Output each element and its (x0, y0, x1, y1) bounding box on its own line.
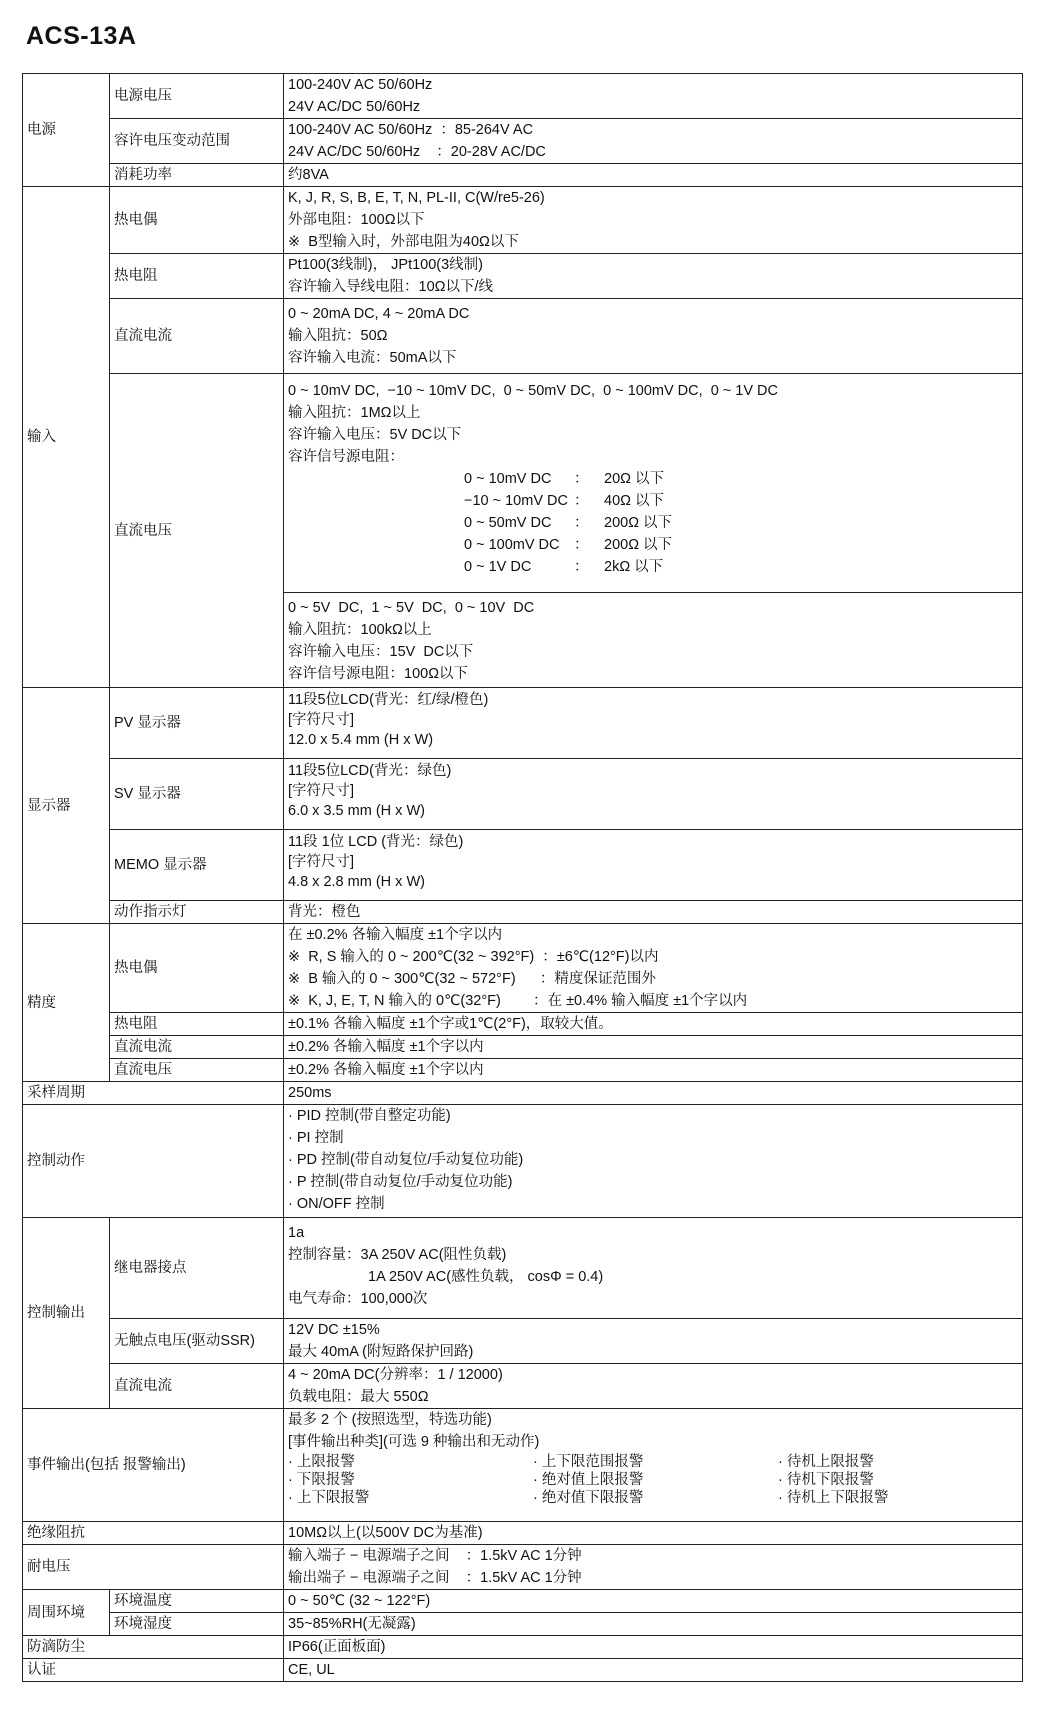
item-value: ±0.2% 各输入幅度 ±1个字以内 (284, 1036, 1023, 1059)
category-control-output: 控制输出 (23, 1218, 110, 1409)
table-row (23, 1364, 1023, 1409)
table-row (23, 759, 1023, 830)
item-value: 输入端子 − 电源端子之间 ：1.5kV AC 1分钟 输出端子 − 电源端子之间 ：1.5kV AC 1分钟 (284, 1545, 1023, 1590)
list-item: · 待机上限报警 (778, 1454, 874, 1470)
table-row (23, 1636, 1023, 1659)
item-value: Pt100(3线制)， JPt100(3线制) 容许输入导线电阻：10Ω以下/线 (284, 254, 1023, 299)
item-value: 在 ±0.2% 各输入幅度 ±1个字以内 ※ R, S 输入的 0 ~ 200℃(32 ~ 392°F) ：±6℃(12°F)以内 ※ B 输入的 0 ~ 300℃(32 ~ 572°F) ：精度保证范围外 ※ K, J, E, T, N 输入的 0℃(32°F) ：在 ±0.4% 输入幅度 ±1个字以内 (284, 924, 1023, 1013)
item-label: 热电偶 (110, 187, 284, 254)
item-value: · PID 控制(带自整定功能) · PI 控制 · PD 控制(带自动复位/手动复位功能) · P 控制(带自动复位/手动复位功能) · ON/OFF 控制 (284, 1105, 1023, 1218)
list-item: · 下限报警 (288, 1472, 355, 1488)
item-value: 最多 2 个 (按照选型，特选功能) [事件输出种类](可选 9 种输出和无动作) · 上限报警 · 上下限范围报警 · 待机上限报警 · 下限报警 · 绝对值上限报警 · 待机下限报警 · 上下限报警 · 绝对值下限报警 · 待机上下限报警 (284, 1409, 1023, 1522)
table-row (23, 1218, 1023, 1319)
table-row (23, 74, 1023, 119)
item-value: 250ms (284, 1082, 1023, 1105)
table-row (23, 1409, 1023, 1522)
table-row (23, 1659, 1023, 1682)
item-label: 直流电压 (110, 374, 284, 688)
list-item: · 待机下限报警 (778, 1472, 874, 1488)
item-value: 100-240V AC 50/60Hz 24V AC/DC 50/60Hz (284, 74, 1023, 119)
table-row (23, 1613, 1023, 1636)
category-event-output: 事件输出(包括 报警输出) (23, 1409, 284, 1522)
category-insulation: 绝缘阻抗 (23, 1522, 284, 1545)
item-value: 1a 控制容量：3A 250V AC(阻性负载) 1A 250V AC(感性负载， cosΦ = 0.4) 电气寿命：100,000次 (284, 1218, 1023, 1319)
table-row (23, 164, 1023, 187)
item-label: SV 显示器 (110, 759, 284, 830)
table-row (23, 688, 1023, 759)
item-value: 0 ~ 5V DC, 1 ~ 5V DC, 0 ~ 10V DC 输入阻抗：100kΩ以上 容许输入电压：15V DC以下 容许信号源电阻：100Ω以下 (284, 593, 1023, 688)
category-power: 电源 (23, 74, 110, 187)
category-sampling: 采样周期 (23, 1082, 284, 1105)
range-item: 0 ~ 100mV DC ： 200Ω 以下 (464, 537, 673, 553)
item-value: 11段 1位 LCD (背光：绿色) [字符尺寸] 4.8 x 2.8 mm (H x W) (284, 830, 1023, 901)
list-item: · 上下限报警 (288, 1490, 370, 1506)
list-item: · 上限报警 (288, 1454, 355, 1470)
item-label: 环境温度 (110, 1590, 284, 1613)
item-label: 消耗功率 (110, 164, 284, 187)
item-value: 0 ~ 20mA DC, 4 ~ 20mA DC 输入阻抗：50Ω 容许输入电流：50mA以下 (284, 299, 1023, 374)
item-label: 热电偶 (110, 924, 284, 1013)
item-value: K, J, R, S, B, E, T, N, PL-II, C(W/re5-26) 外部电阻：100Ω以下 ※ B型输入时，外部电阻为40Ω以下 (284, 187, 1023, 254)
range-item: −10 ~ 10mV DC ： 40Ω 以下 (464, 493, 664, 509)
item-label: 热电阻 (110, 1013, 284, 1036)
category-input: 输入 (23, 187, 110, 688)
table-row (23, 1319, 1023, 1364)
item-label: 直流电流 (110, 1036, 284, 1059)
table-row (23, 1545, 1023, 1590)
table-row (23, 1059, 1023, 1082)
category-control-action: 控制动作 (23, 1105, 284, 1218)
page-title: ACS-13A (26, 22, 137, 50)
item-value: 10MΩ以上(以500V DC为基准) (284, 1522, 1023, 1545)
table-row (23, 119, 1023, 164)
item-value: 11段5位LCD(背光：红/绿/橙色) [字符尺寸] 12.0 x 5.4 mm (H x W) (284, 688, 1023, 759)
item-label: 无触点电压(驱动SSR) (110, 1319, 284, 1364)
category-display: 显示器 (23, 688, 110, 924)
item-label: 热电阻 (110, 254, 284, 299)
item-value: 0 ~ 50℃ (32 ~ 122°F) (284, 1590, 1023, 1613)
item-label: 容许电压变动范围 (110, 119, 284, 164)
category-environment: 周围环境 (23, 1590, 110, 1636)
table-row (23, 1105, 1023, 1218)
range-item: 0 ~ 10mV DC ： 20Ω 以下 (464, 471, 664, 487)
item-label: 动作指示灯 (110, 901, 284, 924)
item-label: 直流电流 (110, 1364, 284, 1409)
table-row (23, 187, 1023, 254)
item-value: 12V DC ±15% 最大 40mA (附短路保护回路) (284, 1319, 1023, 1364)
range-item: 0 ~ 1V DC ： 2kΩ 以下 (464, 559, 664, 575)
item-value: 4 ~ 20mA DC(分辨率：1 / 12000) 负载电阻：最大 550Ω (284, 1364, 1023, 1409)
list-item: · 绝对值上限报警 (533, 1472, 644, 1488)
table-row (23, 830, 1023, 901)
list-item: · 待机上下限报警 (778, 1490, 889, 1506)
item-value: 35~85%RH(无凝露) (284, 1613, 1023, 1636)
list-item: · 上下限范围报警 (533, 1454, 644, 1470)
item-value: 约8VA (284, 164, 1023, 187)
table-row (23, 1036, 1023, 1059)
item-value: ±0.1% 各输入幅度 ±1个字或1℃(2°F)，取较大值。 (284, 1013, 1023, 1036)
category-accuracy: 精度 (23, 924, 110, 1082)
item-label: 继电器接点 (110, 1218, 284, 1319)
spec-table (22, 73, 1023, 1682)
item-label: 直流电流 (110, 299, 284, 374)
item-label: MEMO 显示器 (110, 830, 284, 901)
table-row (23, 254, 1023, 299)
category-certification: 认证 (23, 1659, 284, 1682)
table-row (23, 1013, 1023, 1036)
table-row (23, 1590, 1023, 1613)
category-withstand: 耐电压 (23, 1545, 284, 1590)
item-value: 背光：橙色 (284, 901, 1023, 924)
range-item: 0 ~ 50mV DC ： 200Ω 以下 (464, 515, 673, 531)
item-label: 环境湿度 (110, 1613, 284, 1636)
table-row (23, 901, 1023, 924)
table-row (23, 1082, 1023, 1105)
item-value: 0 ~ 10mV DC, −10 ~ 10mV DC, 0 ~ 50mV DC, 0 ~ 100mV DC, 0 ~ 1V DC 输入阻抗：1MΩ以上 容许输入电压：5V DC以下 容许信号源电阻： 0 ~ 10mV DC ： 20Ω 以下 −10 ~ 10mV DC ： 40Ω 以下 0 ~ 50mV DC ： 200Ω 以下 0 ~ 100mV DC ： 200Ω 以下 0 ~ 1V DC ： 2kΩ 以下 (284, 374, 1023, 593)
item-value: ±0.2% 各输入幅度 ±1个字以内 (284, 1059, 1023, 1082)
item-value: 11段5位LCD(背光：绿色) [字符尺寸] 6.0 x 3.5 mm (H x W) (284, 759, 1023, 830)
item-label: 直流电压 (110, 1059, 284, 1082)
item-value: CE, UL (284, 1659, 1023, 1682)
list-item: · 绝对值下限报警 (533, 1490, 644, 1506)
item-value: 100-240V AC 50/60Hz ：85-264V AC 24V AC/DC 50/60Hz ：20-28V AC/DC (284, 119, 1023, 164)
item-label: PV 显示器 (110, 688, 284, 759)
item-value: IP66(正面板面) (284, 1636, 1023, 1659)
table-row (23, 924, 1023, 1013)
event-type-list (288, 1453, 1018, 1507)
table-row (23, 299, 1023, 374)
table-row (23, 1522, 1023, 1545)
item-label: 电源电压 (110, 74, 284, 119)
table-row (23, 374, 1023, 593)
category-protection: 防滴防尘 (23, 1636, 284, 1659)
